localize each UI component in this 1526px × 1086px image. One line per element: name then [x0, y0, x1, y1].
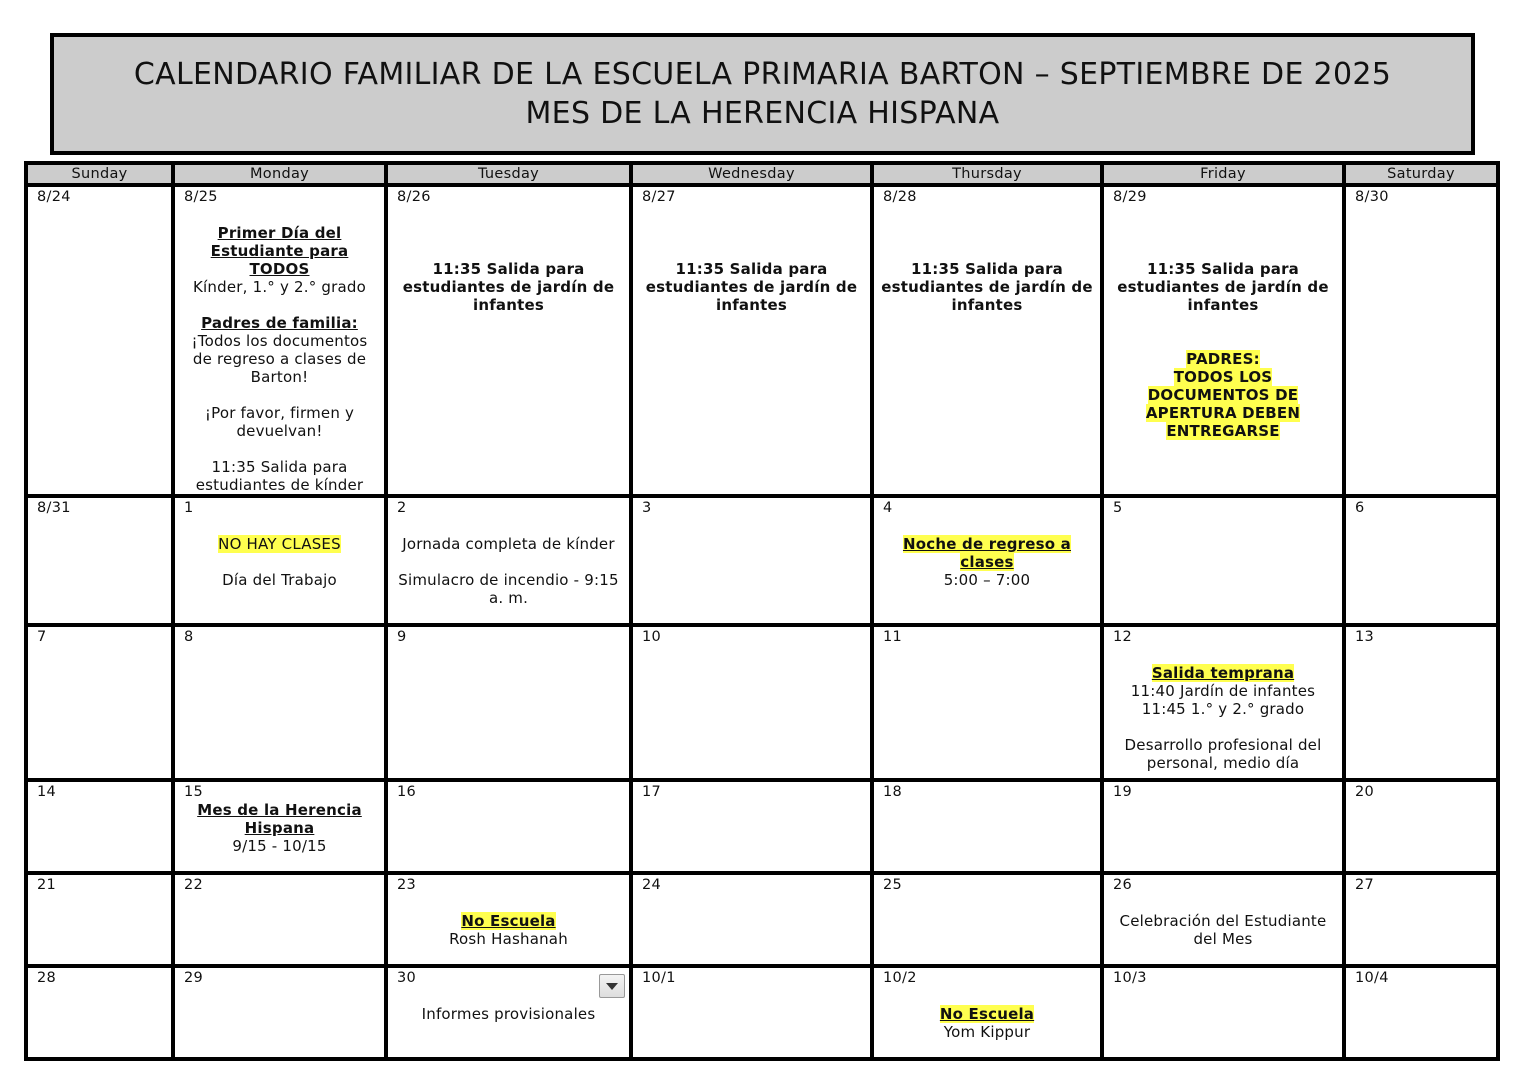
date-label: 8/25 [184, 189, 218, 205]
date-label: 28 [37, 970, 57, 986]
date-label: 8/31 [37, 500, 71, 516]
day-cell[interactable] [631, 873, 872, 966]
week-row [26, 185, 1498, 496]
day-cell[interactable] [1344, 873, 1498, 966]
date-label: 1 [184, 500, 194, 516]
date-label: 27 [1355, 877, 1375, 893]
date-label: 15 [184, 784, 204, 800]
date-label: 8/27 [642, 189, 676, 205]
weekday-sunday: Sunday [26, 163, 173, 185]
highlighted-notice: NO HAY CLASES [218, 535, 341, 553]
date-label: 14 [37, 784, 57, 800]
day-cell[interactable] [631, 496, 872, 625]
highlighted-notice: DOCUMENTOS DE [1147, 386, 1299, 404]
date-label: 10 [642, 629, 662, 645]
day-cell[interactable] [386, 966, 631, 1059]
day-cell[interactable] [386, 873, 631, 966]
day-cell[interactable] [1102, 873, 1344, 966]
week-row [26, 496, 1498, 625]
weekday-tuesday: Tuesday [386, 163, 631, 185]
day-cell[interactable] [872, 496, 1102, 625]
event-detail: 11:35 Salida para estudiantes de jardín de infantes [645, 260, 858, 314]
day-cell[interactable] [1344, 185, 1498, 496]
date-label: 18 [883, 784, 903, 800]
date-label: 26 [1113, 877, 1133, 893]
event-detail: Día del Trabajo [222, 571, 337, 589]
event-detail: Informes provisionales [421, 1005, 596, 1023]
event-block [175, 535, 384, 589]
event-detail: 5:00 – 7:00 [943, 571, 1031, 589]
event-detail: Yom Kippur [943, 1023, 1031, 1041]
event-title: Mes de la Herencia Hispana [197, 801, 362, 837]
calendar-title-banner [50, 33, 1475, 155]
day-cell[interactable] [173, 873, 386, 966]
weekday-wednesday: Wednesday [631, 163, 872, 185]
day-cell[interactable] [173, 496, 386, 625]
event-block [1104, 260, 1342, 440]
event-block [175, 801, 384, 855]
date-label: 13 [1355, 629, 1375, 645]
dropdown-arrow-icon[interactable] [599, 974, 625, 998]
event-detail: 11:35 Salida para estudiantes de jardín de infantes [402, 260, 615, 314]
highlighted-notice: TODOS LOS [1173, 368, 1273, 386]
day-cell[interactable] [386, 780, 631, 873]
date-label: 10/2 [883, 970, 917, 986]
day-cell[interactable] [1102, 966, 1344, 1059]
event-title: Padres de familia: [201, 314, 358, 332]
highlighted-notice: No Escuela [939, 1005, 1035, 1023]
day-cell[interactable] [1344, 780, 1498, 873]
day-cell[interactable] [26, 185, 173, 496]
week-row [26, 780, 1498, 873]
day-cell[interactable] [26, 966, 173, 1059]
date-label: 23 [397, 877, 417, 893]
event-detail: Simulacro de incendio - 9:15 a. m. [398, 571, 619, 607]
date-label: 29 [184, 970, 204, 986]
day-cell[interactable] [26, 625, 173, 780]
highlighted-notice: PADRES: [1186, 350, 1260, 368]
date-label: 2 [397, 500, 407, 516]
calendar-subtitle: MES DE LA HERENCIA HISPANA [525, 96, 1000, 131]
highlighted-notice: APERTURA DEBEN [1145, 404, 1301, 422]
event-title: Primer Día del Estudiante para TODOS [210, 224, 349, 278]
calendar-grid [24, 161, 1500, 1061]
date-label: 3 [642, 500, 652, 516]
day-cell[interactable] [872, 966, 1102, 1059]
event-detail: Jornada completa de kínder [402, 535, 615, 553]
event-block [1104, 664, 1342, 772]
event-detail: Desarrollo profesional del personal, medio día [1124, 736, 1322, 772]
day-cell[interactable] [386, 496, 631, 625]
day-cell[interactable] [872, 625, 1102, 780]
day-cell[interactable] [26, 496, 173, 625]
day-cell[interactable] [1344, 966, 1498, 1059]
event-detail: ¡Todos los documentos de regreso a clases de Barton! [191, 332, 368, 386]
date-label: 9 [397, 629, 407, 645]
date-label: 24 [642, 877, 662, 893]
date-label: 20 [1355, 784, 1375, 800]
date-label: 21 [37, 877, 57, 893]
day-cell[interactable] [1102, 780, 1344, 873]
highlighted-notice: Salida temprana [1151, 664, 1295, 682]
day-cell[interactable] [872, 873, 1102, 966]
day-cell[interactable] [631, 185, 872, 496]
event-detail: Rosh Hashanah [449, 930, 568, 948]
date-label: 8/26 [397, 189, 431, 205]
weekday-thursday: Thursday [872, 163, 1102, 185]
day-cell[interactable] [386, 625, 631, 780]
week-row [26, 873, 1498, 966]
date-label: 10/4 [1355, 970, 1389, 986]
day-cell[interactable] [386, 185, 631, 496]
calendar-title: CALENDARIO FAMILIAR DE LA ESCUELA PRIMARIA BARTON – SEPTIEMBRE DE 2025 [133, 57, 1392, 92]
date-label: 8 [184, 629, 194, 645]
day-cell[interactable] [631, 966, 872, 1059]
day-cell[interactable] [872, 780, 1102, 873]
week-row [26, 966, 1498, 1059]
event-detail: 11:40 Jardín de infantes [1130, 682, 1316, 700]
event-detail: 9/15 - 10/15 [232, 837, 327, 855]
date-label: 8/30 [1355, 189, 1389, 205]
day-cell[interactable] [631, 625, 872, 780]
date-label: 25 [883, 877, 903, 893]
date-label: 4 [883, 500, 893, 516]
day-cell[interactable] [26, 780, 173, 873]
date-label: 17 [642, 784, 662, 800]
date-label: 5 [1113, 500, 1123, 516]
day-cell[interactable] [173, 185, 386, 496]
date-label: 10/1 [642, 970, 676, 986]
day-cell[interactable] [173, 625, 386, 780]
date-label: 30 [397, 970, 417, 986]
day-cell[interactable] [26, 873, 173, 966]
event-block [874, 1005, 1100, 1041]
event-block [874, 535, 1100, 589]
day-cell[interactable] [1344, 625, 1498, 780]
highlighted-notice: No Escuela [461, 912, 556, 930]
week-row [26, 625, 1498, 780]
event-block [388, 535, 629, 607]
date-label: 7 [37, 629, 47, 645]
weekday-header-row [26, 163, 1498, 185]
date-label: 16 [397, 784, 417, 800]
event-detail: ¡Por favor, firmen y devuelvan! [204, 404, 355, 440]
day-cell[interactable] [1102, 185, 1344, 496]
day-cell[interactable] [872, 185, 1102, 496]
event-detail: Celebración del Estudiante del Mes [1119, 912, 1327, 948]
date-label: 6 [1355, 500, 1365, 516]
day-cell[interactable] [173, 966, 386, 1059]
weekday-friday: Friday [1102, 163, 1344, 185]
date-label: 19 [1113, 784, 1133, 800]
weekday-monday: Monday [173, 163, 386, 185]
day-cell[interactable] [1102, 496, 1344, 625]
date-label: 11 [883, 629, 903, 645]
day-cell[interactable] [1344, 496, 1498, 625]
weekday-saturday: Saturday [1344, 163, 1498, 185]
day-cell[interactable] [1102, 625, 1344, 780]
highlighted-notice: Noche de regreso a clases [902, 535, 1071, 571]
event-detail: 11:35 Salida para estudiantes de jardín de infantes [881, 260, 1093, 314]
day-cell[interactable] [173, 780, 386, 873]
event-detail: Kínder, 1.° y 2.° grado [193, 278, 366, 296]
date-label: 8/28 [883, 189, 917, 205]
date-label: 12 [1113, 629, 1133, 645]
date-label: 8/24 [37, 189, 71, 205]
date-label: 8/29 [1113, 189, 1147, 205]
event-detail: 11:35 Salida para estudiantes de kínder [195, 458, 364, 494]
event-block [388, 912, 629, 948]
event-block [175, 224, 384, 494]
day-cell[interactable] [631, 780, 872, 873]
event-detail: 11:35 Salida para estudiantes de jardín de infantes [1117, 260, 1329, 314]
event-detail: 11:45 1.° y 2.° grado [1141, 700, 1305, 718]
date-label: 10/3 [1113, 970, 1147, 986]
date-label: 22 [184, 877, 204, 893]
highlighted-notice: ENTREGARSE [1166, 422, 1280, 440]
